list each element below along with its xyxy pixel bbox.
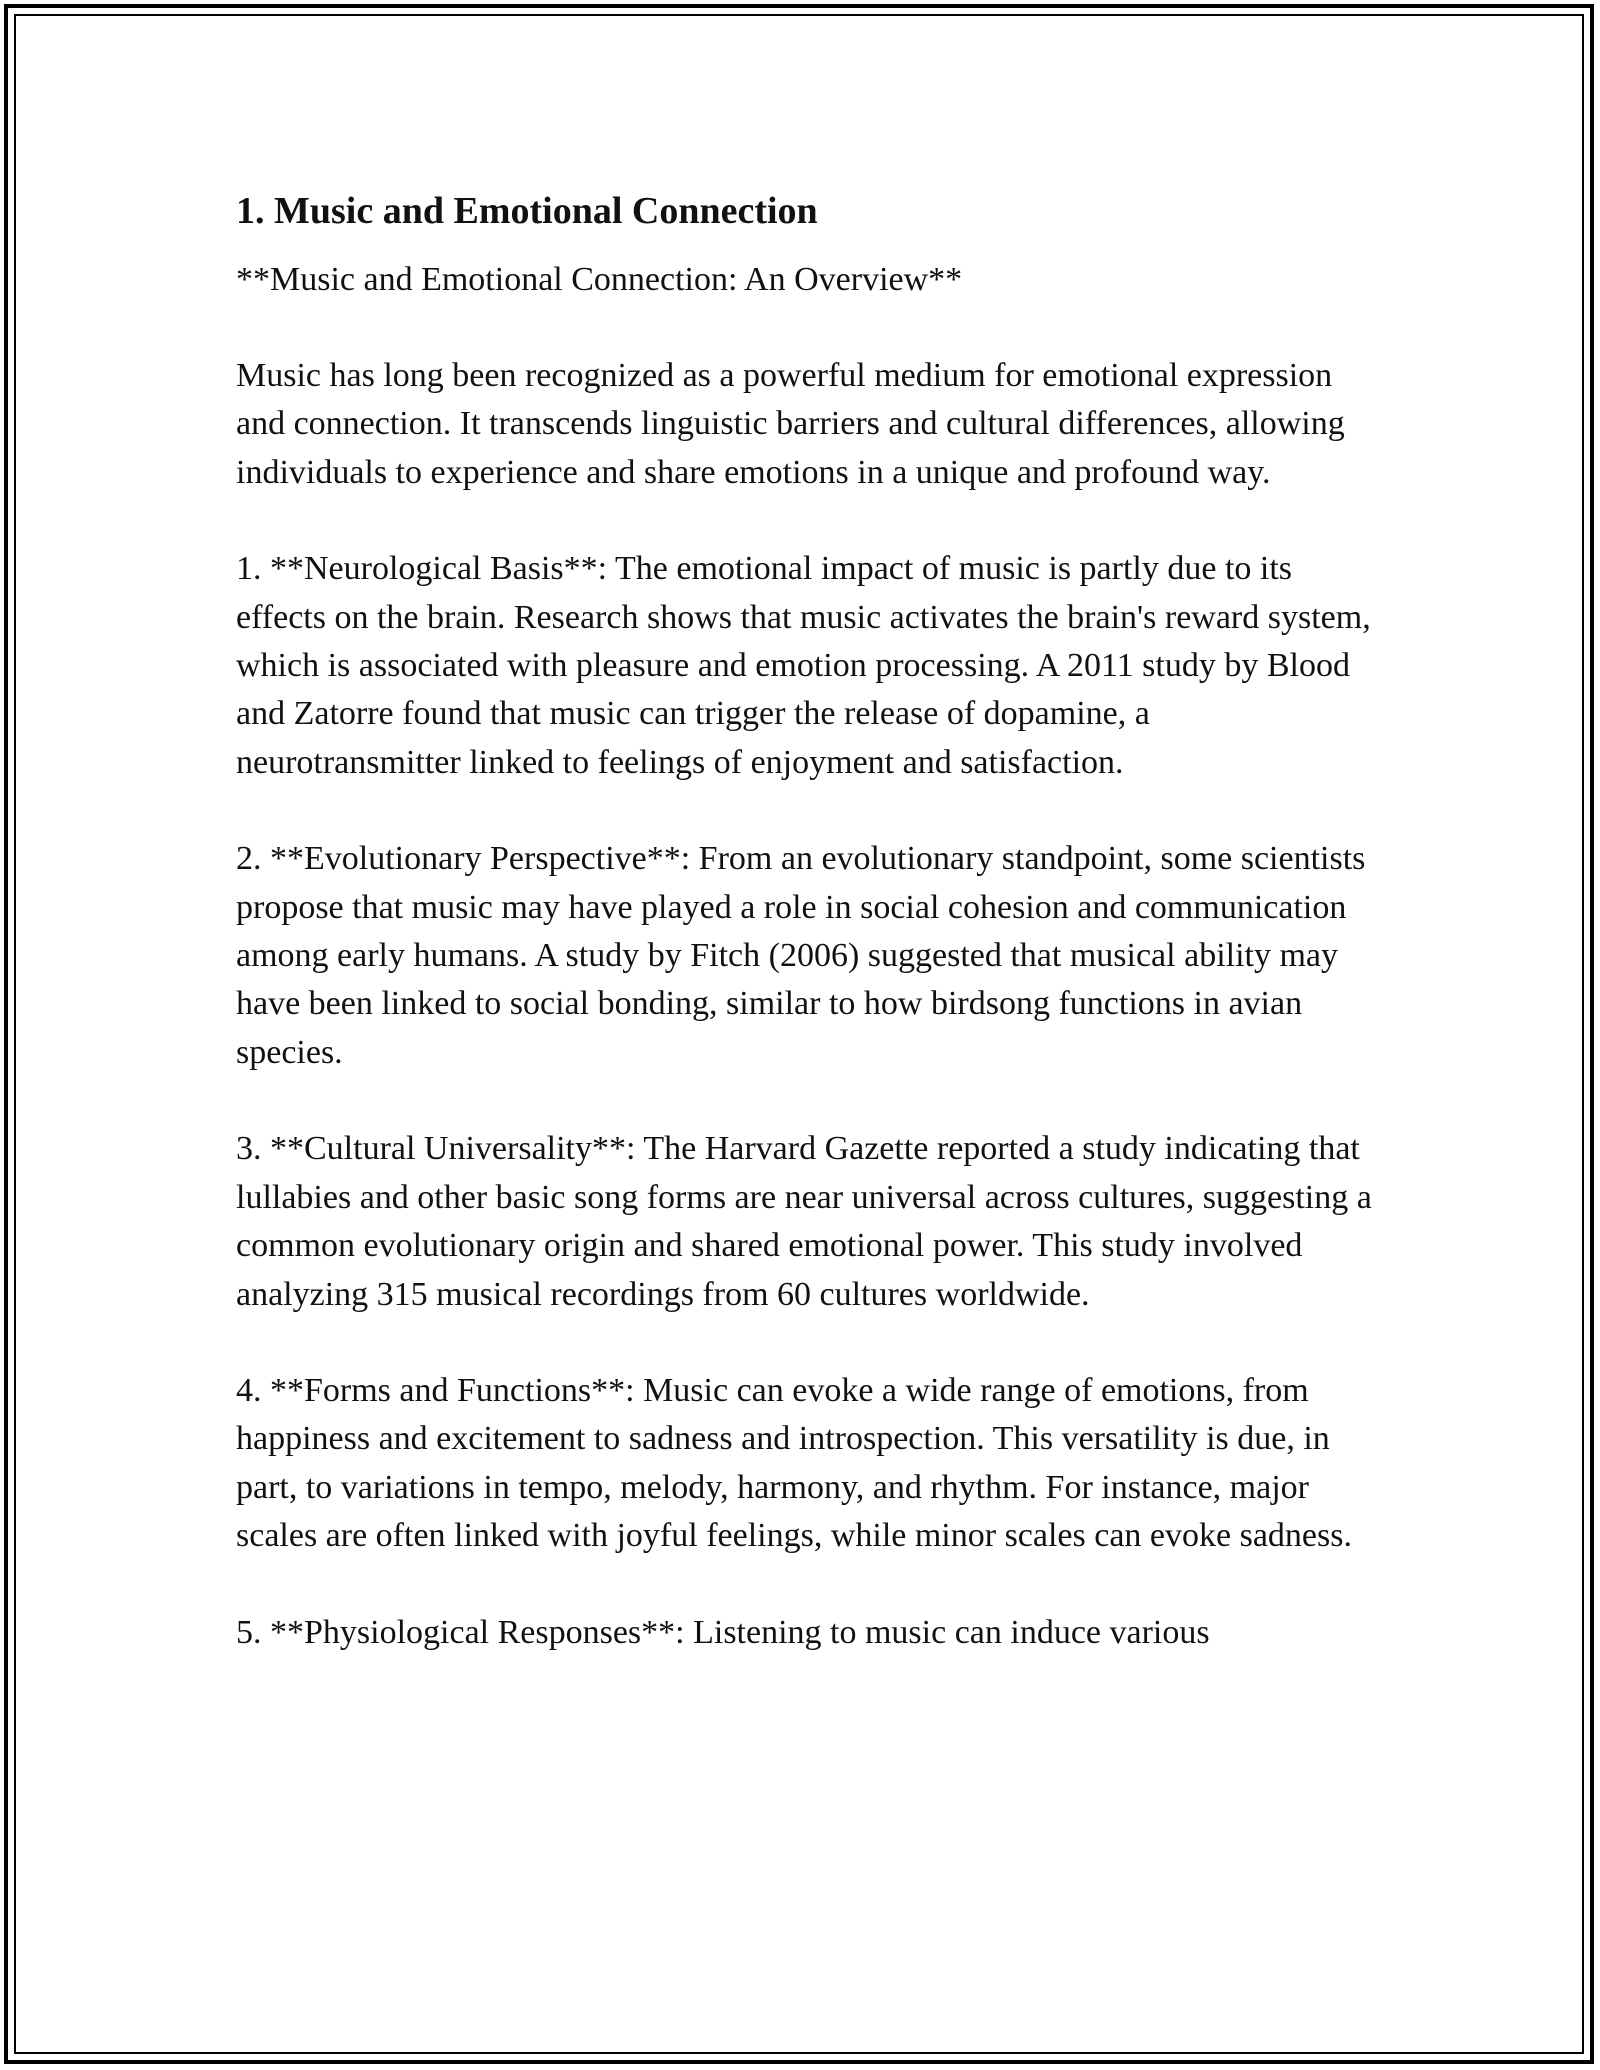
forms-and-functions-paragraph: 4. **Forms and Functions**: Music can evoke a wide range of emotions, from happiness and excitement to sadness and introspection. This versatility is due, in part, to variations in tempo, melody, harmony, and rhythm. For instance, major scales are often linked with joyful feelings, while minor scales can evoke sadness. bbox=[236, 1371, 1352, 1555]
overview-subtitle: **Music and Emotional Connection: An Overview** bbox=[236, 261, 963, 298]
intro-paragraph: Music has long been recognized as a powerful medium for emotional expression and connection. It transcends linguistic barriers and cultural differences, allowing individuals to experience and share emotions in a unique and profound way. bbox=[236, 357, 1345, 491]
cultural-universality-paragraph: 3. **Cultural Universality**: The Harvard Gazette reported a study indicating that lullabies and other basic song forms are near universal across cultures, suggesting a common evolutionary origin and shared emotional power. This study involved analyzing 315 musical recordings from 60 cultures worldwide. bbox=[236, 1130, 1372, 1313]
document-body bbox=[236, 186, 1376, 1705]
neurological-basis-paragraph: 1. **Neurological Basis**: The emotional impact of music is partly due to its effects on the brain. Research shows that music activates the brain's reward system, which is associated with pleasure and emotion processing. A 2011 study by Blood and Zatorre found that music can trigger the release of dopamine, a neurotransmitter linked to feelings of enjoyment and satisfaction. bbox=[236, 550, 1371, 781]
evolutionary-perspective-paragraph: 2. **Evolutionary Perspective**: From an evolutionary standpoint, some scientists propose that music may have played a role in social cohesion and communication among early humans. A study by Fitch (2006) suggested that musical ability may have been linked to social bonding, similar to how birdsong functions in avian species. bbox=[236, 840, 1366, 1071]
section-heading: 1. Music and Emotional Connection bbox=[236, 190, 818, 232]
physiological-responses-paragraph: 5. **Physiological Responses**: Listening to music can induce various bbox=[236, 1613, 1210, 1651]
